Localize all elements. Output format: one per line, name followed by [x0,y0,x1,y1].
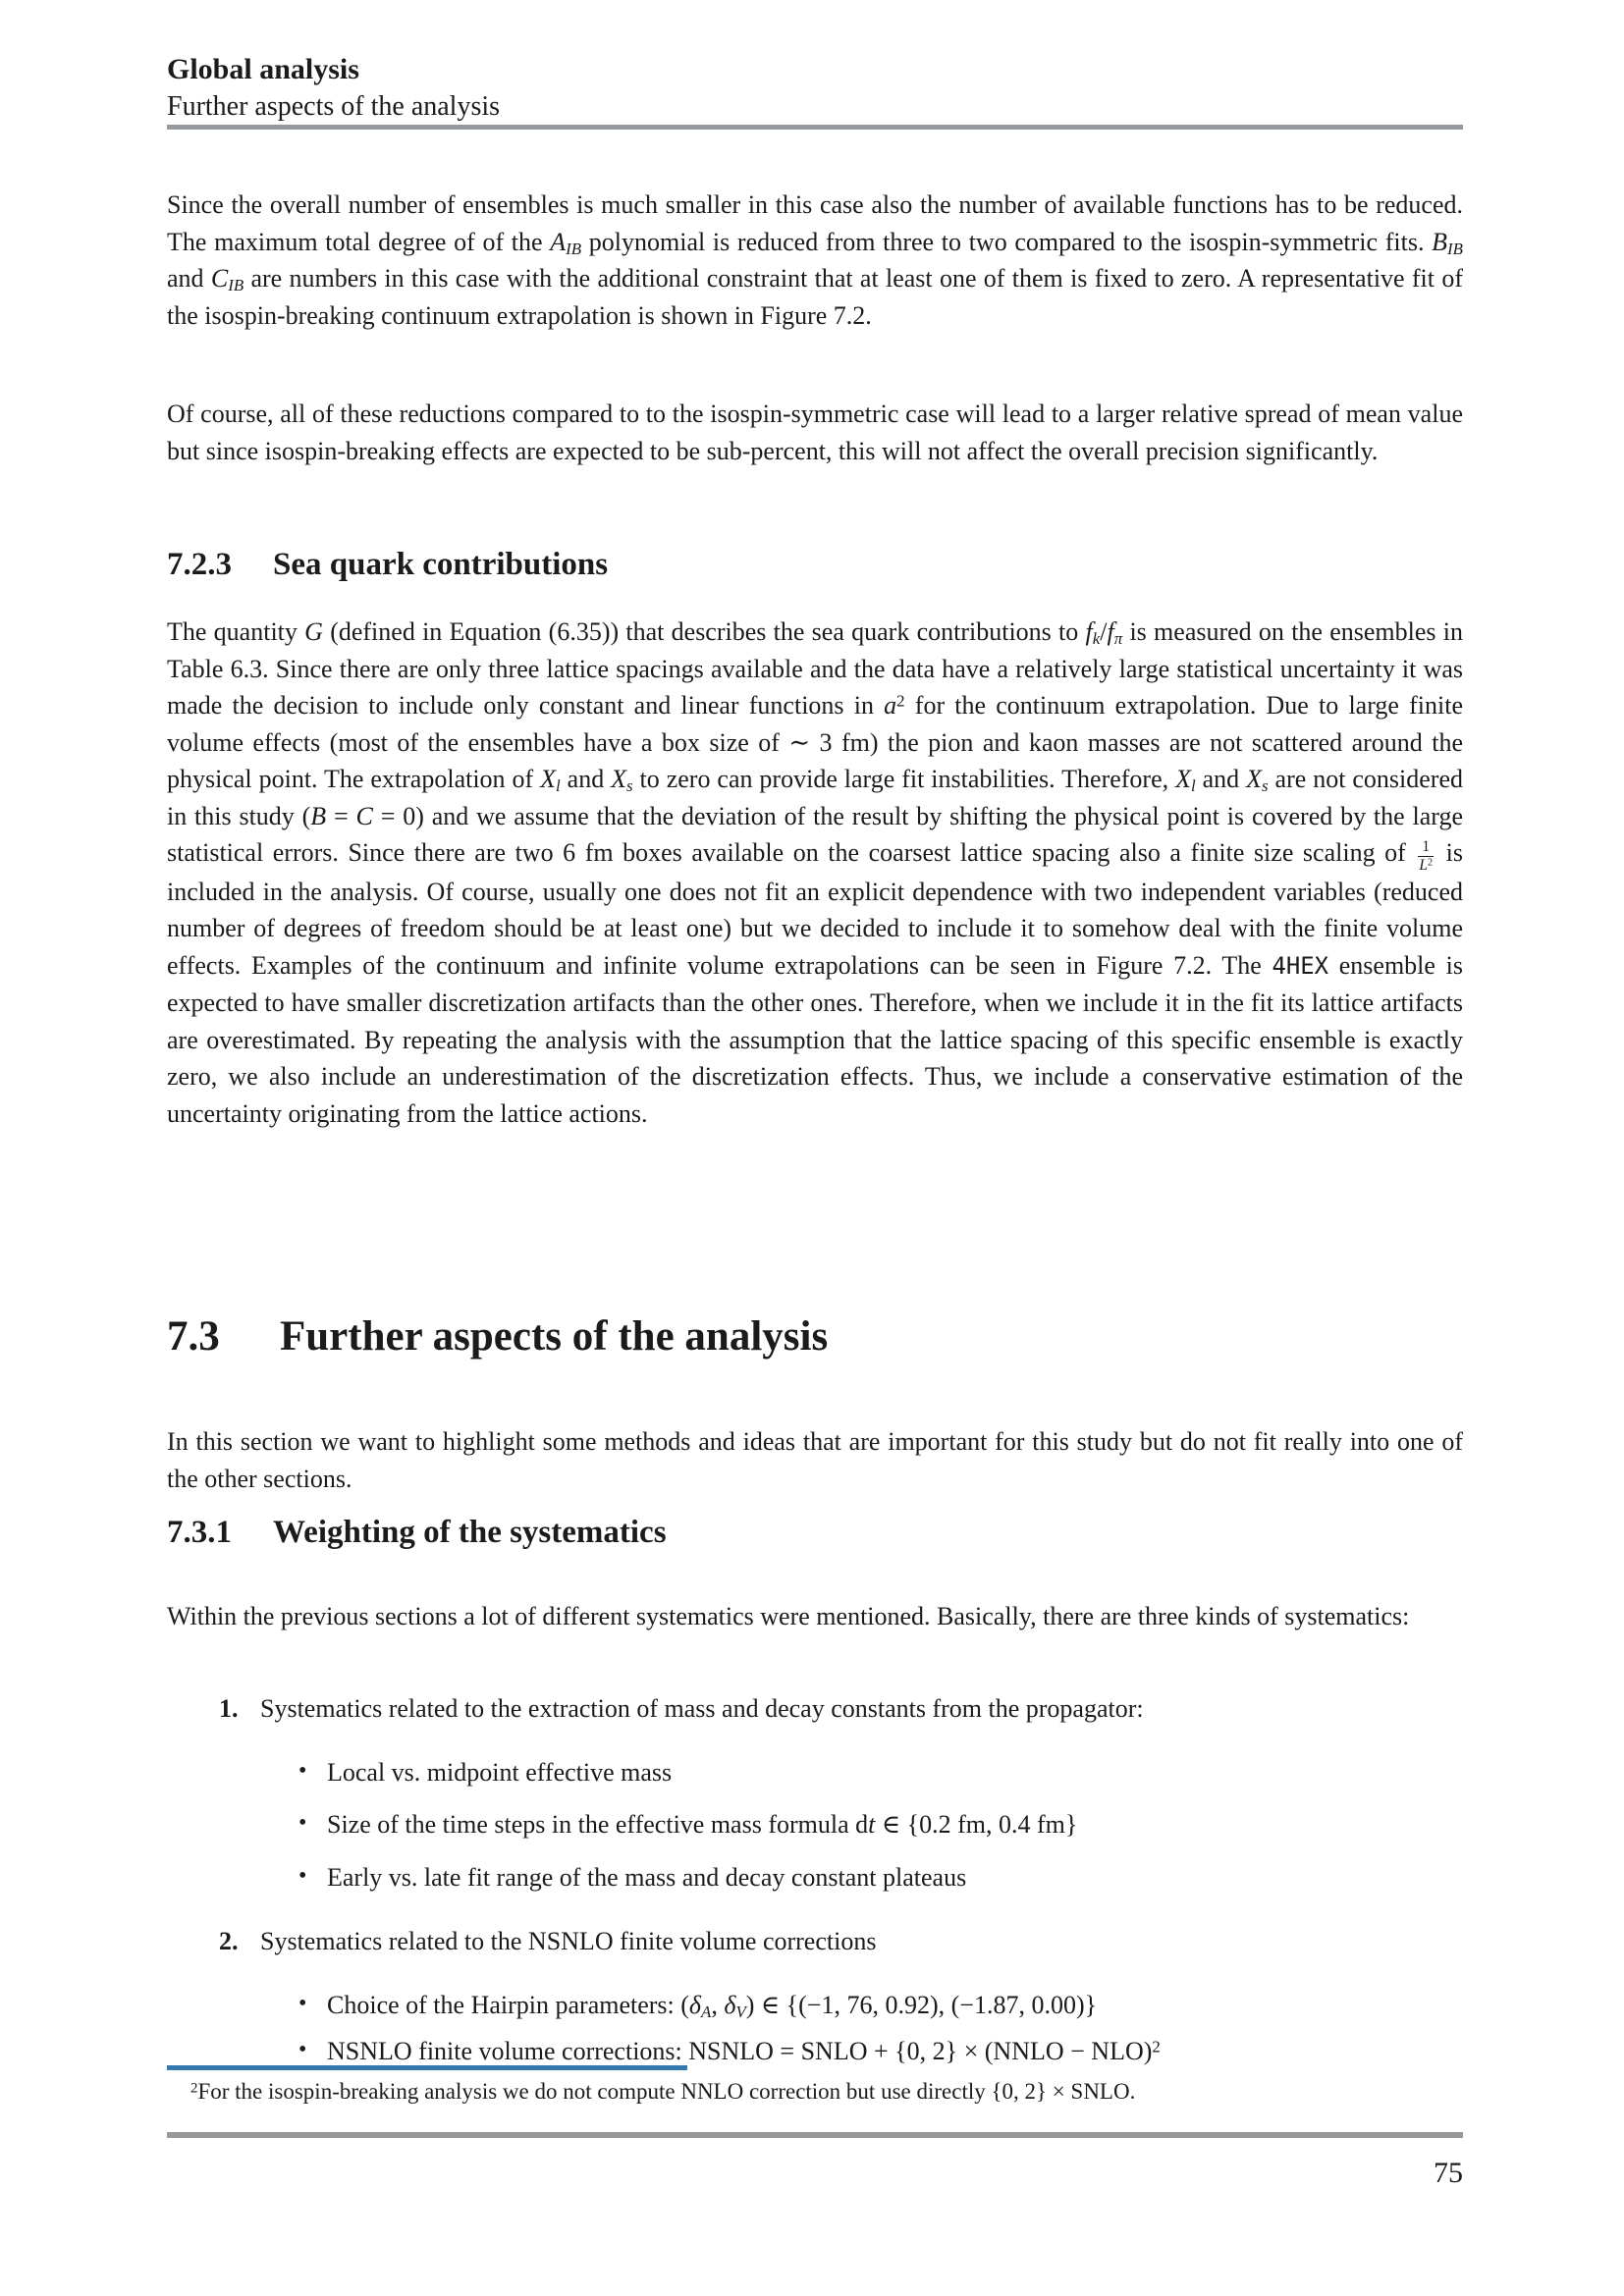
bullet-item-text: NSNLO finite volume corrections: NSNLO = SNLO + {0, 2} × (NNLO − NLO)$^2$ [327,2037,1161,2065]
footer-divider-rule [167,2132,1463,2138]
list-item-text: Systematics related to the NSNLO finite volume corrections [260,1927,877,1955]
list-item [167,1987,1463,2024]
list-item-text: Systematics related to the extraction of mass and decay constants from the propagator: [260,1694,1144,1723]
subsection-title: Sea quark contributions [273,547,609,582]
list-item [167,1859,1463,1896]
bullet-item-text: Local vs. midpoint effective mass [327,1757,673,1787]
footnote-text: $^2$For the isospin-breaking analysis we do not compute NNLO correction but use directly {0, 2} × SNLO. [190,2079,1136,2104]
list-item-number: 2. [219,1927,239,1955]
header-section-title: Further aspects of the analysis [167,91,501,122]
footnote-rule [167,2065,687,2070]
bullet-icon: • [298,1810,307,1836]
subsection-heading-7-3-1 [167,1514,1463,1553]
list-item [167,1806,1463,1843]
subsection-title: Weighting of the systematics [273,1515,667,1550]
list-item-number: 1. [219,1694,239,1723]
subsection-heading-7-2-3 [167,546,1463,585]
section-heading-7-3 [167,1311,1463,1362]
paragraph-sea-quark: The quantity G (defined in Equation (6.35)) that describes the sea quark contributions to $f_k/f_\pi$ is measured on the ensembles in Table 6.3. Since there are only three lattice spacings available and the data have a relatively large statistical uncertainty it was made the decision to include only constant and linear functions in $a^2$ for the continuum extrapolation. Due to large finite volume effects (most of the ensembles have a box size of ∼ 3 fm) the pion and kaon masses are not scattered around the physical point. The extrapolation of $X_l$ and $X_s$ to zero can provide large fit instabilities. Therefore, $X_l$ and $X_s$ are not considered in this study (B = C = 0) and we assume that the deviation of the result by shifting the physical point is covered by the large statistical errors. Since there are two 6 fm boxes available on the coarsest lattice spacing also a finite size scaling of $\frac{1}{L^2}$ is included in the analysis. Of course, usually one does not fit an explicit dependence with two independent variables (reduced number of degrees of freedom should be at least one) but we decided to include it to somehow deal with the finite volume effects. Examples of the continuum and infinite volume extrapolations can be seen in Figure 7.2. The 4HEX ensemble is expected to have smaller discretization artifacts than the other ones. Therefore, when we include it in the fit its lattice artifacts are overestimated. By repeating the analysis with the assumption that the lattice spacing of this specific ensemble is exactly zero, we also include an underestimation of the discretization effects. Thus, we include a conservative estimation of the uncertainty originating from the lattice actions. [167,617,1464,1128]
header-divider-rule [167,125,1463,130]
paragraph-ensembles-reduction: Since the overall number of ensembles is much smaller in this case also the number of available functions has to be reduced. The maximum total degree of of the $A_{IB}$ polynomial is reduced from three to two compared to the isospin-symmetric fits. $B_{IB}$ and $C_{IB}$ are numbers in this case with the additional constraint that at least one of them is fixed to zero. A representative fit of the isospin-breaking continuum extrapolation is shown in Figure 7.2. [167,190,1463,330]
bullet-item-text: Size of the time steps in the effective mass formula dt ∈ {0.2 fm, 0.4 fm} [327,1810,1078,1839]
bullet-icon: • [298,1990,307,2016]
section-number: 7.3 [167,1313,220,1360]
list-item [167,2033,1463,2070]
page-number: 75 [1434,2157,1463,2189]
list-item [167,1754,1463,1791]
systematics-list [167,1690,1463,2070]
paragraph-systematics-intro: Within the previous sections a lot of different systematics were mentioned. Basically, there are three kinds of systematics: [167,1602,1410,1630]
paragraph-section-intro: In this section we want to highlight some methods and ideas that are important for this study but do not fit really into one of the other sections. [167,1427,1463,1493]
bullet-icon: • [298,1862,307,1889]
section-title: Further aspects of the analysis [280,1313,829,1360]
subsection-number: 7.2.3 [167,547,232,582]
list-item [167,1923,1463,1960]
paragraph-reductions-spread: Of course, all of these reductions compared to to the isospin-symmetric case will lead to a larger relative spread of mean value but since isospin-breaking effects are expected to be sub-percent, this will not affect the overall precision significantly. [167,400,1463,465]
bullet-item-text: Choice of the Hairpin parameters: ($\delta_A$, $\delta_V$) ∈ {(−1, 76, 0.92), (−1.87, 0.00)} [327,1990,1098,2021]
bullet-item-text: Early vs. late fit range of the mass and decay constant plateaus [327,1862,967,1892]
subsection-number: 7.3.1 [167,1515,232,1550]
list-item [167,1690,1463,1728]
header-chapter-title: Global analysis [167,53,359,85]
bullet-icon: • [298,1757,307,1784]
bullet-icon: • [298,2037,307,2062]
